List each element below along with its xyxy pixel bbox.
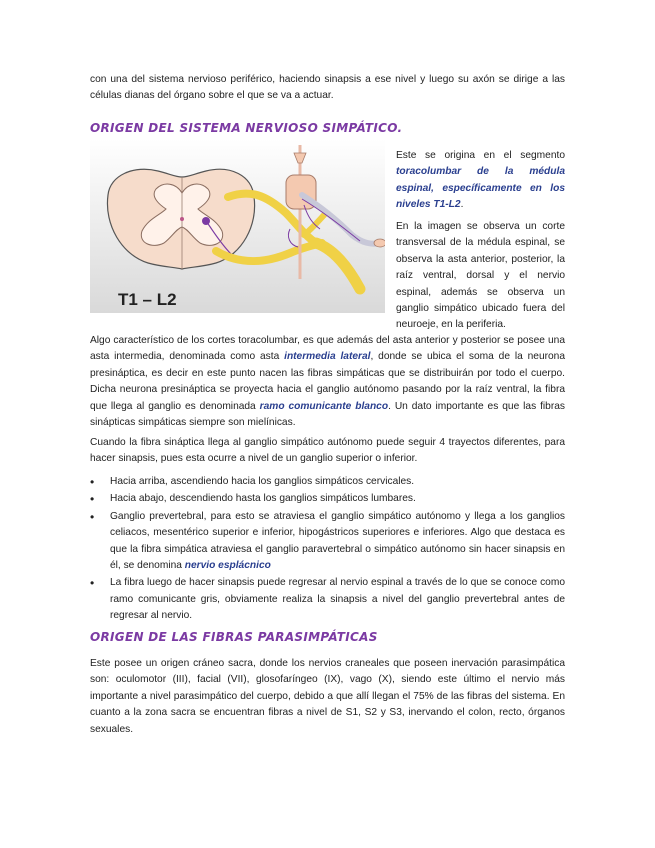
list-item: [90, 491, 565, 507]
trayectos-list: [90, 474, 565, 626]
figure-description: En la imagen se observa un corte transversal de la médula espinal, se observa la asta anterior, posterior, la raíz ventral, dorsal y el nervio espinal, además se observa un ganglio simpático ubicado fuera del neuroeje, en la periferia.: [396, 221, 565, 331]
body-text-c: . Un dato importante es que las fibras sinápticas simpáticas siempre son mielínicas.: [90, 400, 566, 429]
intermedia-lateral-highlight: intermedia lateral: [284, 351, 371, 363]
list-item: [90, 474, 565, 490]
ramo-blanco-highlight: ramo comunicante blanco: [259, 400, 389, 412]
body-text-a: Algo característico de los cortes toracolumbar, es que además del asta anterior y posterior se posee una asta intermedia, denominada como asta: [90, 335, 565, 363]
figure-label: T1 – L2: [118, 290, 177, 309]
prevertebral-ganglion: [374, 239, 385, 247]
parasympathetic-paragraph: Este posee un origen cráneo sacra, donde los nervios craneales que poseen inervación parasimpática son: oculomotor (III), facial (VII), glosofaríngeo (IX), vago (X), siendo este último el nervio más importante a nivel parasimpático del cuerpo, debido a que allí llegan el 75% de las fibras del sistema. En cuanto a la zona sacra se encuentran fibras a nivel de S1, S2 y S3, inervando el colon, recto, órganos sexuales.: [90, 658, 565, 735]
spinal-cord-figure: [90, 139, 385, 313]
origin-highlight: toracolumbar de la médula espinal, específicamente en los niveles T1-L2: [396, 166, 565, 211]
origin-paragraph: [396, 148, 565, 214]
bullet-text-3: Ganglio prevertebral, para esto se atraviesa el ganglio simpático autónomo y llega a los ganglios celiacos, mesentérico superior e inferior, hipogástricos superiores e inferiores. Algo que destaca es que la fibra simpática atraviesa el ganglio paravertebral o simpático autónomo sin hacer sinapsis en él, se denomina: [110, 510, 565, 572]
bullet-text-2: Hacia abajo, descendiendo hasta los ganglios simpáticos lumbares.: [110, 493, 416, 505]
nervio-esplacnico-highlight: nervio esplácnico: [184, 560, 271, 572]
section1-heading: ORIGEN DEL SISTEMA NERVIOSO SIMPÁTICO.: [90, 121, 403, 135]
origin-text: Este se origina en el segmento: [396, 150, 565, 161]
bullet-text-4: La fibra luego de hacer sinapsis puede regresar al nervio espinal a través de lo que se conoce como ramo comunicante gris, obviamente realiza la sinapsis a nivel del ganglio prevertebral antes de regresar al nervio.: [110, 577, 565, 622]
intro-paragraph: con una del sistema nervioso periférico, haciendo sinapsis a ese nivel y luego su axón se dirige a las células dianas del órgano sobre el que se va a actuar.: [90, 74, 565, 102]
list-item: [90, 575, 565, 624]
origin-end: .: [460, 199, 464, 211]
body-text-b: , donde se ubica el soma de la neurona presináptica, es decir en este punto nacen las fibras simpáticas que se distribuirán por todo el cuerpo. Dicha neurona presináptica se proyecta hacia el ganglio autónomo pasando por la raíz ventral, la fibra que llega al ganglio es denominada: [90, 351, 566, 412]
intermediate-horn-paragraph: [90, 333, 565, 431]
trayectos-paragraph: Cuando la fibra sináptica llega al ganglio simpático autónomo puede seguir 4 trayectos diferentes, para hacer sinapsis, pues esta ocurre a nivel de un ganglio superior o inferior.: [90, 437, 565, 465]
spinal-cord-illustration: [90, 139, 385, 313]
section2-heading: ORIGEN DE LAS FIBRAS PARASIMPÁTICAS: [90, 630, 378, 644]
bullet-text-1: Hacia arriba, ascendiendo hacia los ganglios simpáticos cervicales.: [110, 476, 415, 487]
list-item: [90, 509, 565, 575]
